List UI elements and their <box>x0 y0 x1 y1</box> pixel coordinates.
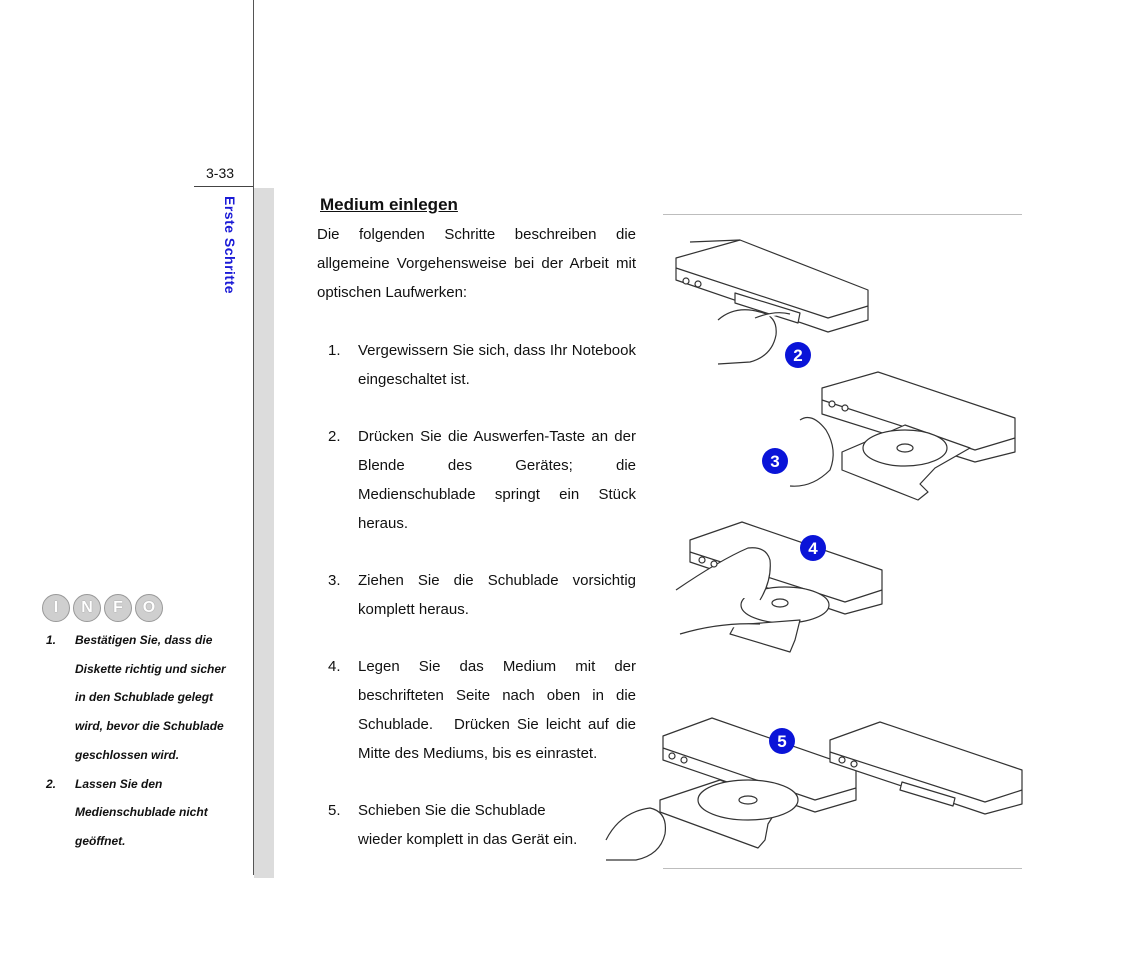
intro-paragraph: Die folgenden Schritte beschreiben die allgemeine Vorgehensweise bei der Arbeit mit optischen Laufwerken: <box>317 226 636 301</box>
note-text: wird, bevor die Schublade <box>75 719 224 734</box>
step-number: 4. <box>328 658 341 675</box>
illustration-closed-drive <box>830 722 1022 814</box>
note-number: 2. <box>46 776 57 791</box>
step-text-line: wieder komplett in das Gerät ein. <box>358 831 578 848</box>
note-text: Bestätigen Sie, dass die <box>75 633 213 647</box>
illustration-place-disc <box>676 522 882 652</box>
info-letter: N <box>73 594 101 622</box>
section-heading: Medium einlegen <box>320 195 458 214</box>
info-letter: O <box>135 594 163 622</box>
note-text: Medienschublade nicht <box>75 805 208 820</box>
note-text: geöffnet. <box>75 833 126 848</box>
step-marker-label: 4 <box>808 539 818 558</box>
step-number: 1. <box>328 342 341 359</box>
page-number: 3-33 <box>206 165 235 181</box>
note-text: Diskette richtig und sicher <box>75 661 226 676</box>
step-text: Drücken Sie die Auswerfen-Taste an der Blende des Gerätes; die Medienschublade springt ein Stück heraus. <box>358 428 636 532</box>
step-number: 3. <box>328 572 341 589</box>
step-text: Vergewissern Sie sich, dass Ihr Notebook eingeschaltet ist. <box>358 342 636 388</box>
illustration-tray-open <box>790 372 1015 500</box>
illustration-close-tray <box>606 718 856 860</box>
step-number: 2. <box>328 428 341 445</box>
note-text: geschlossen wird. <box>75 747 180 762</box>
step-text: Legen Sie das Medium mit der beschrifteten Seite nach oben in die Schublade. Drücken Sie leicht auf die Mitte des Mediums, bis es einrastet. <box>358 658 636 762</box>
step-number: 5. <box>328 802 341 819</box>
step-text-line: Schieben Sie die Schublade <box>358 802 546 819</box>
step-marker-label: 5 <box>777 732 787 751</box>
step-marker-label: 2 <box>793 346 803 365</box>
chapter-title: Erste Schritte <box>222 196 238 295</box>
illustration-eject <box>676 240 868 364</box>
note-text: in den Schublade gelegt <box>75 690 214 705</box>
note-number: 1. <box>46 633 57 647</box>
info-letter: F <box>104 594 132 622</box>
note-text: Lassen Sie den <box>75 776 163 791</box>
step-marker-label: 3 <box>770 452 780 471</box>
step-text: Ziehen Sie die Schublade vorsichtig komplett heraus. <box>358 572 636 618</box>
info-letter: I <box>42 594 70 622</box>
